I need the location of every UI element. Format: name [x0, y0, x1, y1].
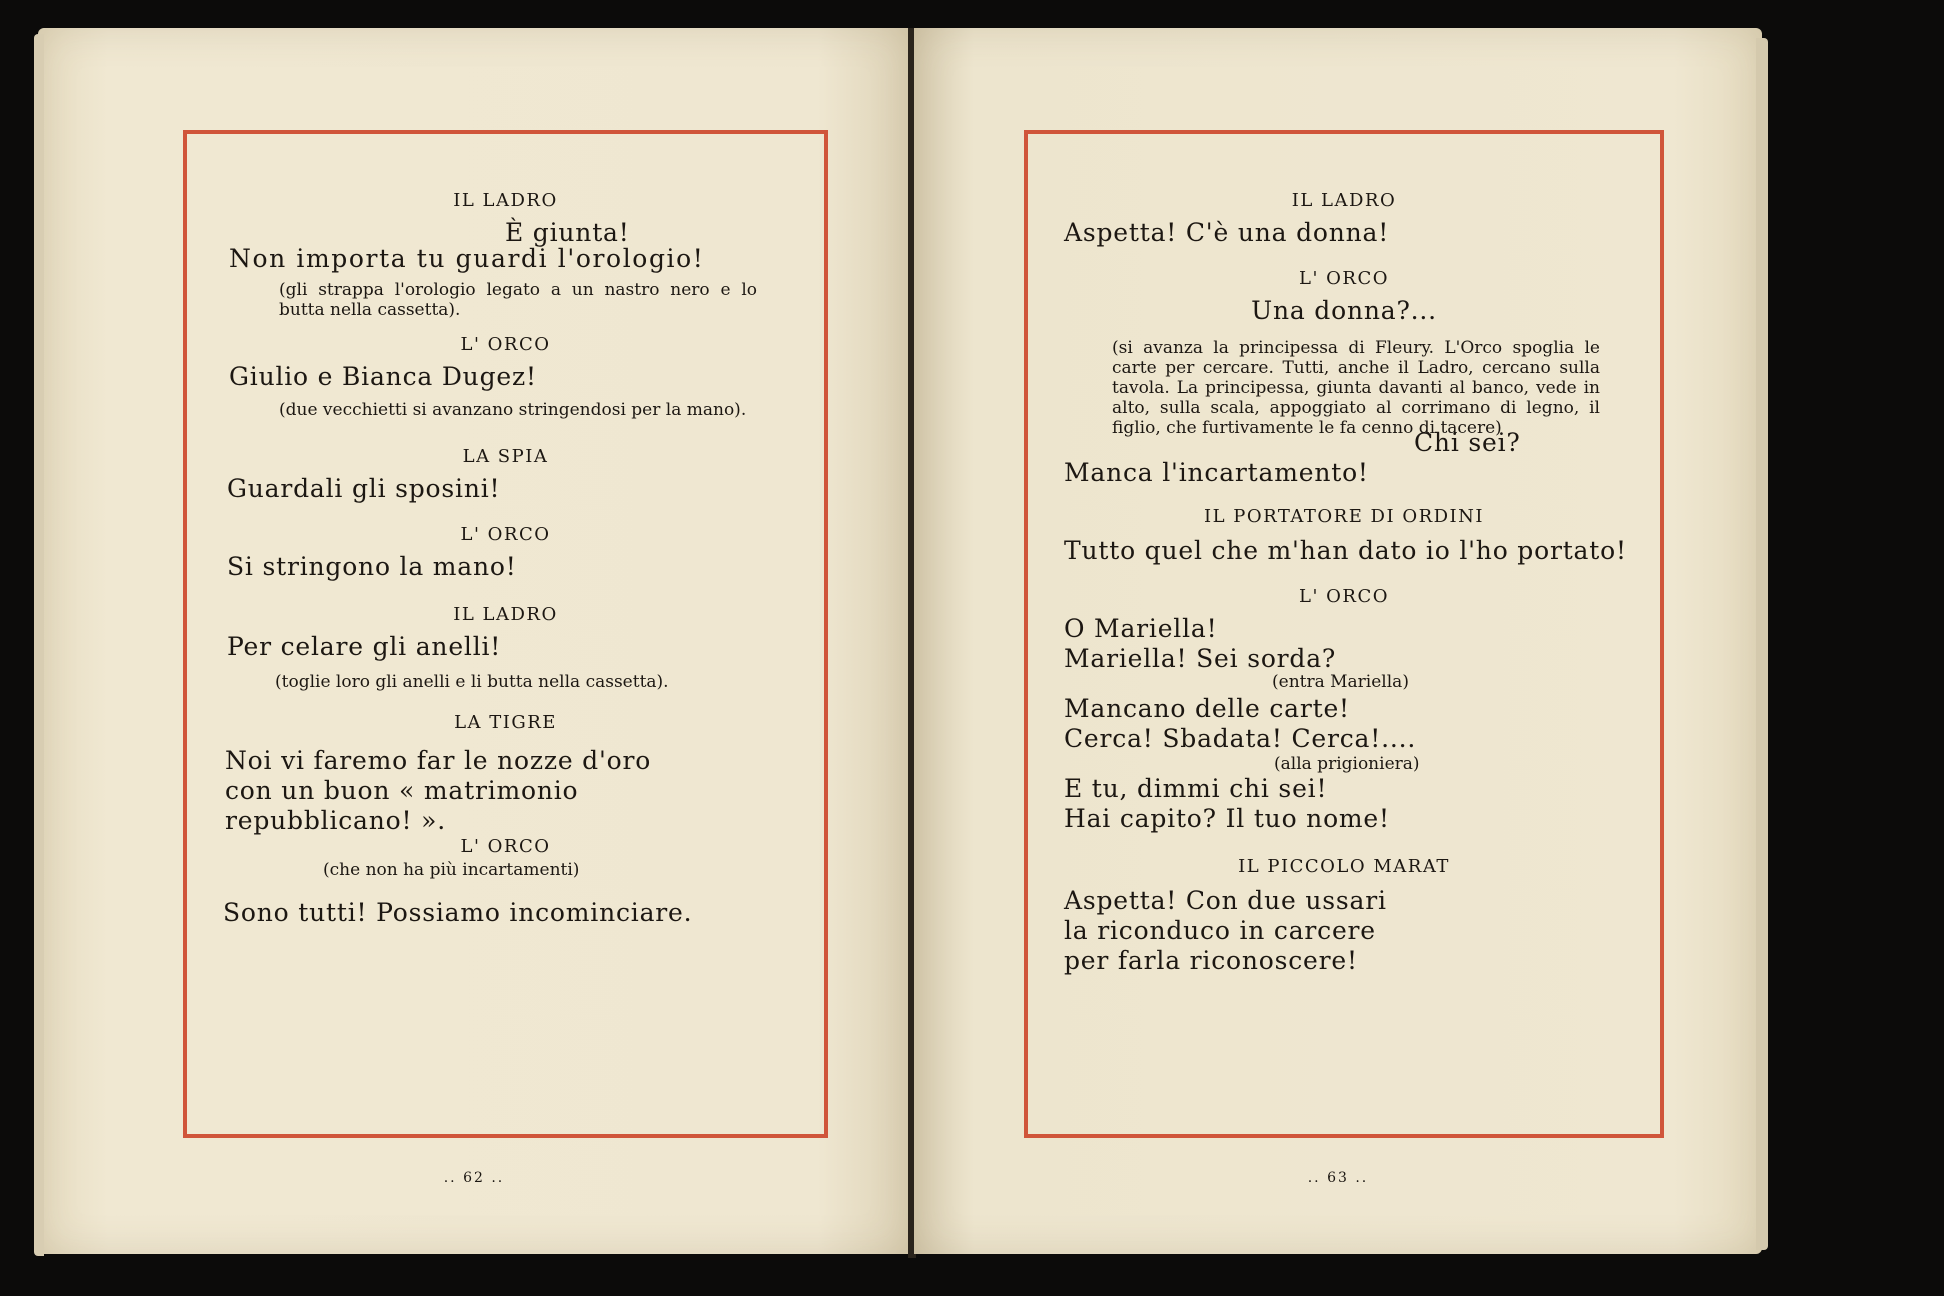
dialogue-line: Hai capito? Il tuo nome!: [1064, 804, 1390, 833]
dialogue-line: Guardali gli sposini!: [227, 474, 501, 503]
stage-direction: (toglie loro gli anelli e li butta nella cassetta).: [275, 672, 669, 692]
dialogue-line: per farla riconoscere!: [1064, 946, 1358, 975]
red-border-frame: [183, 130, 828, 1138]
dialogue-line: È giunta!: [505, 218, 630, 247]
stage-direction: (si avanza la principessa di Fleury. L'Orco spoglia le carte per cercare. Tutti, anche il Ladro, cercano sulla tavola. La principessa, giunta davanti al banco, vede in alto, sulla scala, appoggiato al corrimano di legno, il figlio, che furtivamente le fa cenno di tacere): [1112, 338, 1600, 438]
page-edge: [1756, 38, 1768, 1250]
speaker-name: IL PORTATORE DI ORDINI: [1203, 506, 1485, 527]
left-page: [38, 28, 910, 1254]
right-page: [914, 28, 1762, 1254]
dialogue-line: Si stringono la mano!: [227, 552, 517, 581]
stage-direction: (che non ha più incartamenti): [323, 860, 580, 880]
dialogue-line: Giulio e Bianca Dugez!: [229, 362, 537, 391]
dialogue-line: Non importa tu guardi l'orologio!: [229, 244, 705, 273]
speaker-name: IL PICCOLO MARAT: [1238, 856, 1450, 877]
stage-direction: (due vecchietti si avanzano stringendosi per la mano).: [279, 400, 747, 420]
page-edge: [34, 34, 44, 1256]
dialogue-line: Tutto quel che m'han dato io l'ho portato!: [1064, 536, 1627, 565]
dialogue-line: Una donna?...: [1251, 296, 1437, 325]
stage-direction: (entra Mariella): [1272, 672, 1409, 692]
speaker-name: L' ORCO: [460, 334, 551, 355]
page-number: .. 62 ..: [443, 1170, 505, 1186]
dialogue-line: E tu, dimmi chi sei!: [1064, 774, 1328, 803]
dialogue-line: Chi sei?: [1414, 428, 1521, 457]
dialogue-line: Aspetta! C'è una donna!: [1064, 218, 1390, 247]
dialogue-line: con un buon « matrimonio: [225, 776, 579, 805]
speaker-name: L' ORCO: [1299, 586, 1389, 607]
dialogue-line: repubblicano! ».: [225, 806, 446, 835]
speaker-name: LA TIGRE: [454, 712, 557, 733]
dialogue-line: Manca l'incartamento!: [1064, 458, 1369, 487]
page-number: .. 63 ..: [1307, 1170, 1369, 1186]
speaker-name: L' ORCO: [460, 836, 551, 857]
dialogue-line: Aspetta! Con due ussari: [1064, 886, 1387, 915]
dialogue-line: Mariella! Sei sorda?: [1064, 644, 1337, 673]
speaker-name: IL LADRO: [453, 604, 558, 625]
dialogue-line: Mancano delle carte!: [1064, 694, 1350, 723]
dialogue-line: Cerca! Sbadata! Cerca!....: [1064, 724, 1417, 753]
dialogue-line: Per celare gli anelli!: [227, 632, 502, 661]
dialogue-line: Noi vi faremo far le nozze d'oro: [225, 746, 652, 775]
dialogue-line: la riconduco in carcere: [1064, 916, 1376, 945]
speaker-name: LA SPIA: [462, 446, 549, 467]
speaker-name: L' ORCO: [460, 524, 551, 545]
dialogue-line: Sono tutti! Possiamo incominciare.: [223, 898, 693, 927]
speaker-name: IL LADRO: [1291, 190, 1397, 211]
speaker-name: L' ORCO: [1299, 268, 1389, 289]
speaker-name: IL LADRO: [453, 190, 558, 211]
dialogue-line: O Mariella!: [1064, 614, 1218, 643]
open-book: [38, 28, 1762, 1262]
stage-direction: (alla prigioniera): [1274, 754, 1420, 774]
red-border-frame: [1024, 130, 1664, 1138]
stage-direction: (gli strappa l'orologio legato a un nastro nero e lo butta nella cassetta).: [279, 280, 757, 320]
